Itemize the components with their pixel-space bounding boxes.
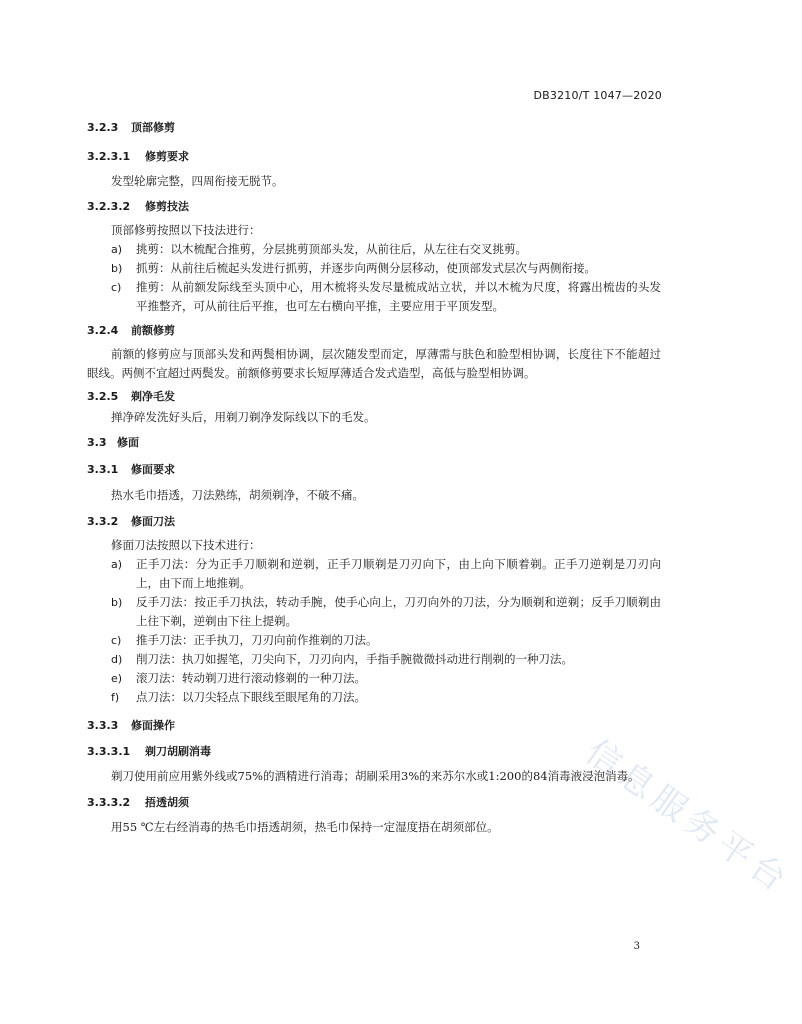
list-item-text: 滚刀法：转动剃刀进行滚动修剃的一种刀法。: [136, 671, 366, 685]
technique-list: [87, 240, 661, 316]
list-item: [87, 650, 661, 669]
heading-title: 修面操作: [131, 719, 175, 732]
heading-number: 3.2.3.1: [87, 150, 131, 163]
heading-number: 3.3.1: [87, 463, 119, 476]
list-item-text: 挑剪：以木梳配合推剪，分层挑剪顶部头发，从前往后，从左往右交叉挑剪。: [136, 242, 527, 256]
heading-3-2-3-2: [87, 199, 661, 215]
list-item-text: 推剪：从前额发际线至头顶中心，用木梳将头发尽量梳成站立状，并以木梳为尺度，将露出梳齿的头发平推整齐，可从前往后平推，也可左右横向平推，主要应用于平顶发型。: [136, 280, 661, 313]
list-item: [87, 631, 661, 650]
heading-title: 顶部修剪: [131, 121, 175, 134]
list-marker: b): [111, 596, 123, 609]
heading-3-3-3-2: [87, 795, 661, 811]
list-item-text: 点刀法：以刀尖轻点下眼线至眼尾角的刀法。: [136, 690, 366, 704]
heading-title: 剃净毛发: [131, 390, 175, 403]
list-item-text: 正手刀法：分为正手刀顺剃和逆剃，正手刀顺剃是刀刃向下，由上向下顺着剃。正手刀逆剃是刀刃向上，由下而上地推剃。: [136, 557, 661, 590]
heading-3-2-3-1: [87, 149, 661, 165]
heading-3-2-3: [87, 120, 661, 136]
heading-3-3-3: [87, 718, 661, 734]
list-item-text: 抓剪：从前往后梳起头发进行抓剪，并逐步向两侧分层移动，使顶部发式层次与两侧衔接。: [136, 261, 596, 275]
paragraph: 掸净碎发洗好头后，用剃刀剃净发际线以下的毛发。: [111, 410, 376, 424]
page-number: 3: [633, 941, 640, 952]
list-marker: a): [111, 558, 123, 571]
paragraph: 剃刀使用前应用紫外线或75%的酒精进行消毒；胡刷采用3%的来苏尔水或1:200的84消毒液浸泡消毒。: [111, 769, 640, 783]
paragraph: 用55 ℃左右经消毒的热毛巾捂透胡须，热毛巾保持一定湿度捂在胡须部位。: [111, 820, 499, 834]
list-item: [87, 593, 661, 631]
paragraph: 发型轮廓完整，四周衔接无脱节。: [111, 174, 284, 188]
list-item: [87, 259, 661, 278]
list-item: [87, 688, 661, 707]
heading-3-3: [87, 435, 661, 451]
paragraph: 顶部修剪按照以下技法进行：: [111, 223, 261, 237]
heading-title: 修面刀法: [131, 515, 175, 528]
heading-title: 剃刀胡刷消毒: [145, 745, 211, 758]
heading-title: 捂透胡须: [145, 796, 189, 809]
list-marker: c): [111, 634, 122, 647]
list-item-text: 反手刀法：按正手刀执法，转动手腕，使手心向上，刀刃向外的刀法，分为顺剃和逆剃；反手刀顺剃由上往下剃，逆剃由下往上提剃。: [136, 595, 661, 628]
list-marker: f): [111, 691, 120, 704]
heading-3-2-4: [87, 323, 661, 339]
heading-number: 3.3.2: [87, 515, 119, 528]
heading-3-3-2: [87, 514, 661, 530]
list-marker: a): [111, 243, 123, 256]
paragraph: 热水毛巾捂透，刀法熟练，胡须剃净，不破不痛。: [111, 488, 364, 502]
heading-title: 修面要求: [131, 463, 175, 476]
heading-title: 修面: [117, 436, 139, 449]
heading-number: 3.2.4: [87, 324, 119, 337]
heading-number: 3.3: [87, 436, 107, 449]
list-marker: d): [111, 653, 123, 666]
list-item: [87, 555, 661, 593]
list-item: [87, 278, 661, 316]
heading-title: 修剪要求: [145, 150, 189, 163]
document-code: DB3210/T 1047—2020: [533, 89, 662, 102]
list-marker: c): [111, 281, 122, 294]
paragraph: 修面刀法按照以下技术进行：: [111, 538, 261, 552]
list-item-text: 推手刀法：正手执刀，刀刃向前作推剃的刀法。: [136, 633, 378, 647]
heading-number: 3.3.3.1: [87, 745, 131, 758]
heading-title: 修剪技法: [145, 200, 189, 213]
document-body: [87, 110, 661, 837]
heading-number: 3.3.3.2: [87, 796, 131, 809]
heading-3-3-3-1: [87, 744, 661, 760]
heading-number: 3.2.3.2: [87, 200, 131, 213]
list-marker: e): [111, 672, 123, 685]
heading-number: 3.2.3: [87, 121, 119, 134]
list-item: [87, 240, 661, 259]
heading-3-3-1: [87, 462, 661, 478]
heading-number: 3.2.5: [87, 390, 119, 403]
list-item-text: 削刀法：执刀如握笔，刀尖向下，刀刃向内，手指手腕微微抖动进行削剃的一种刀法。: [136, 652, 573, 666]
paragraph: 前额的修剪应与顶部头发和两鬓相协调，层次随发型而定，厚薄需与肤色和脸型相协调，长度往下不能超过眼线。两侧不宜超过两鬓发。前额修剪要求长短厚薄适合发式造型，高低与脸型相协调。: [87, 347, 661, 380]
heading-3-2-5: [87, 389, 661, 405]
heading-number: 3.3.3: [87, 719, 119, 732]
list-item: [87, 669, 661, 688]
heading-title: 前额修剪: [131, 324, 175, 337]
list-marker: b): [111, 262, 123, 275]
shaving-technique-list: [87, 555, 661, 707]
watermark: 信息服务平台: [578, 732, 798, 903]
